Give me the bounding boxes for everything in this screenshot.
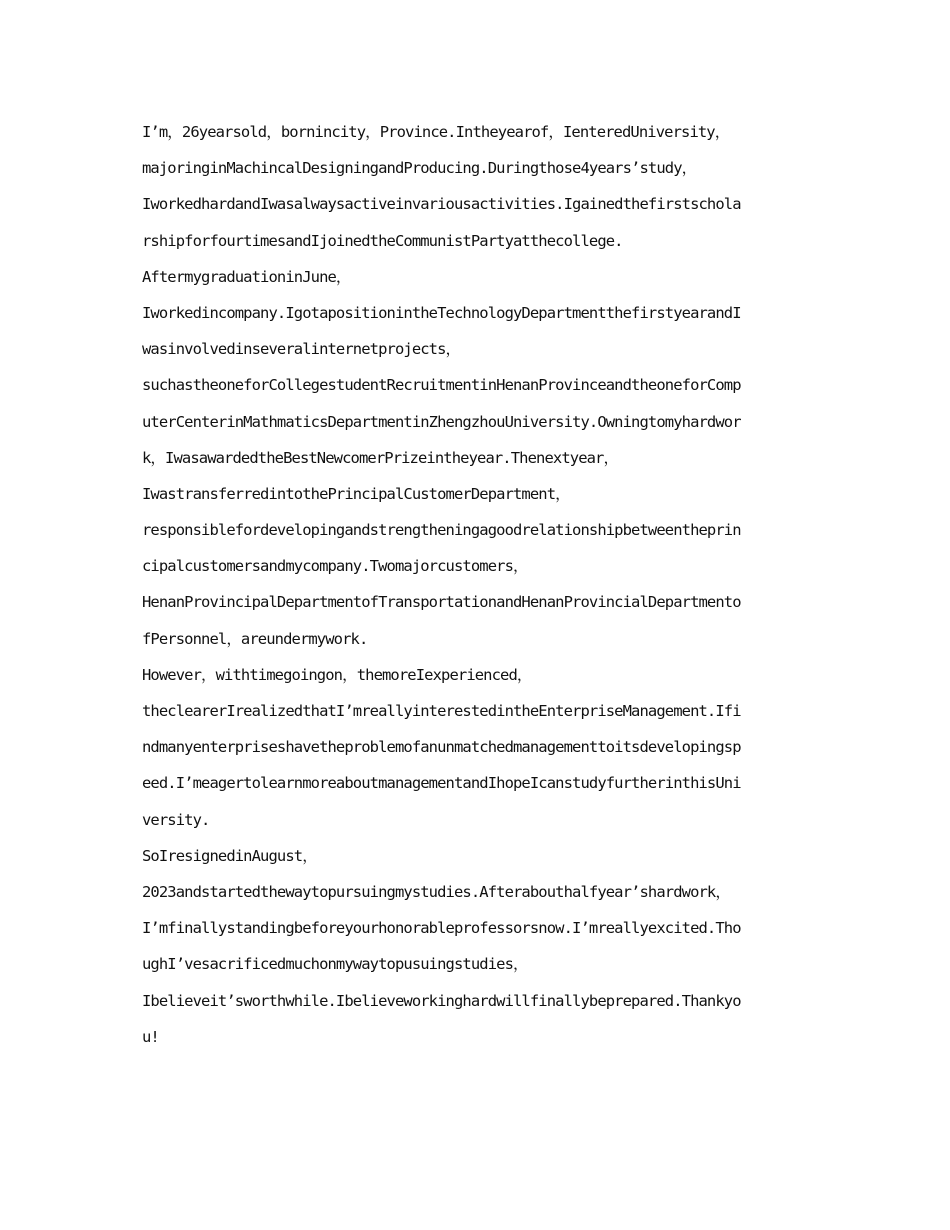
body-text [142,114,810,1055]
text-line: IworkedhardandIwasalwaysactiveinvariousactivities.Igainedthefirstschola [142,195,741,214]
text-line: However，withtimegoingon，themoreIexperienced， [142,665,532,684]
text-line: HenanProvincipalDepartmentofTransportationandHenanProvincialDepartmento [142,593,741,612]
text-line: suchastheoneforCollegestudentRecruitmentinHenanProvinceandtheoneforComp [142,376,741,395]
text-line: theclearerIrealizedthatI’mreallyinterestedintheEnterpriseManagement.Ifi [142,702,741,720]
text-line: eed.I’meagertolearnmoreaboutmanagementandIhopeIcanstudyfurtherinthisUni [142,774,741,793]
text-line: I’mfinallystandingbeforeyourhonorableprofessorsnow.I’mreallyexcited.Tho [142,919,741,938]
text-line: I’m，26yearsold，bornincity，Province.Intheyearof，IenteredUniversity， [142,123,730,141]
text-line: majoringinMachincalDesigningandProducing.Duringthose4years’study， [142,159,697,178]
text-line: ughI’vesacrificedmuchonmywaytopusuingstudies， [142,955,528,974]
text-line: versity. [142,810,210,829]
text-line: k，IwasawardedtheBestNewcomerPrizeintheyear.Thenextyear， [142,448,619,467]
text-line: rshipforfourtimesandIjoinedtheCommunistPartyatthecollege. [142,231,623,250]
text-line: Iworkedincompany.IgotapositionintheTechnologyDepartmentthefirstyearandI [142,303,741,322]
text-line: u! [142,1027,159,1046]
text-line: AftermygraduationinJune， [142,267,351,286]
text-line: ndmanyenterpriseshavetheproblemofanunmatchedmanagementtoitsdevelopingsp [142,738,741,757]
text-line: responsiblefordevelopingandstrengtheningagoodrelationshipbetweentheprin [142,521,741,540]
text-line: fPersonnel，areundermywork. [142,629,368,648]
text-line: IwastransferredintothePrincipalCustomerDepartment， [142,484,570,503]
text-line: cipalcustomersandmycompany.Twomajorcustomers， [142,557,528,576]
text-line: 2023andstartedthewaytopursuingmystudies.Afterabouthalfyear’shardwork， [142,882,730,901]
text-line: uterCenterinMathmaticsDepartmentinZhengzhouUniversity.Owningtomyhardwor [142,412,741,431]
text-line: wasinvolvedinseveralinternetprojects， [142,340,461,359]
text-line: SoIresignedinAugust， [142,846,317,865]
text-line: Ibelieveit’sworthwhile.Ibelieveworkinghardwillfinallybeprepared.Thankyo [142,991,741,1010]
